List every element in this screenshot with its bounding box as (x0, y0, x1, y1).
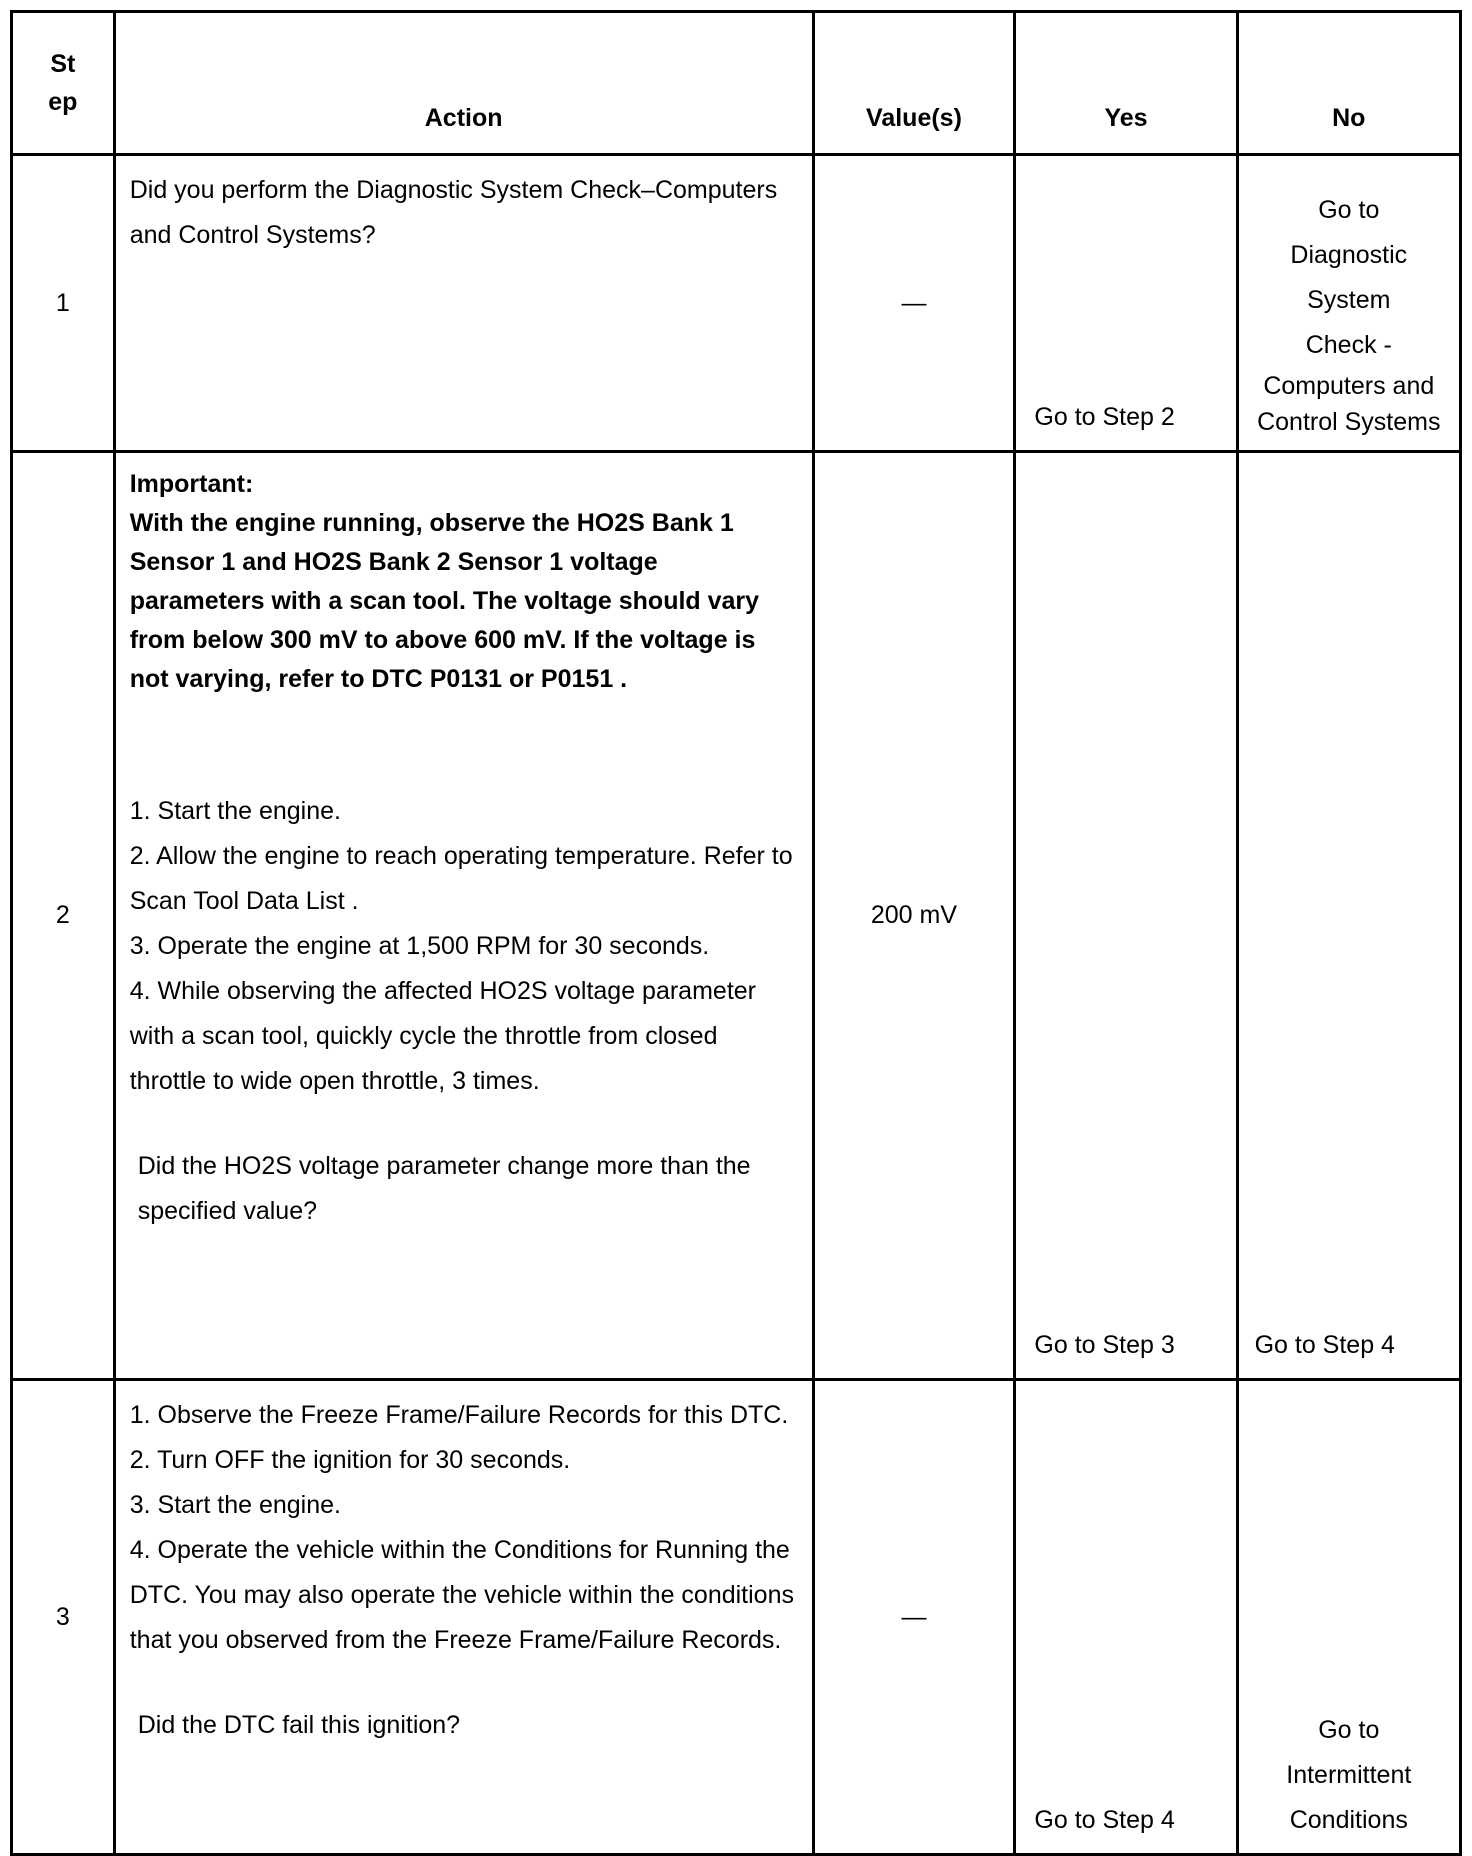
step-number: 3 (12, 1380, 115, 1855)
procedure-step: 2. Allow the engine to reach operating temperature. Refer to Scan Tool Data List . (129, 842, 793, 915)
yes-cell: Go to Step 2 (1015, 155, 1237, 452)
action-cell (114, 155, 813, 452)
table-row (12, 1380, 1461, 1855)
procedure-step: 4. Operate the vehicle within the Conditions for Running the DTC. You may also operate the vehicle within the conditions that you observed from the Freeze Frame/Failure Records. (129, 1536, 794, 1654)
header-action: Action (114, 12, 813, 155)
question-text: Did the DTC fail this ignition? (137, 1711, 461, 1739)
header-step (12, 12, 115, 155)
procedure-list (130, 1393, 796, 1663)
no-line: Check - (1305, 331, 1392, 359)
important-text: With the engine running, observe the HO2S Bank 1 Sensor 1 and HO2S Bank 2 Sensor 1 voltage parameters with a scan tool. The voltage should vary from below 300 mV to above 600 mV. If the voltage is not varying, refer to DTC P0131 or P0151 . (129, 509, 760, 693)
header-yes: Yes (1015, 12, 1237, 155)
action-text: Did you perform the Diagnostic System Check–Computers and Control Systems? (129, 176, 778, 249)
header-no: No (1237, 12, 1460, 155)
diagnostic-table (10, 10, 1462, 1856)
no-line: Conditions (1289, 1806, 1408, 1834)
no-line: Go to (1318, 1716, 1380, 1744)
procedure-step: 3. Operate the engine at 1,500 RPM for 30 seconds. (129, 932, 710, 960)
no-line: Computers and (1263, 372, 1435, 400)
no-line: Intermittent (1286, 1761, 1412, 1789)
step-number: 1 (12, 155, 115, 452)
header-step-line2: ep (48, 88, 78, 116)
step-number: 2 (12, 452, 115, 1380)
important-label: Important: (129, 470, 254, 498)
procedure-step: 2. Turn OFF the ignition for 30 seconds. (129, 1446, 571, 1474)
action-cell (114, 1380, 813, 1855)
value-cell: — (813, 1380, 1015, 1855)
yes-cell: Go to Step 3 (1015, 452, 1237, 1380)
header-row (12, 12, 1461, 155)
procedure-list (130, 789, 796, 1104)
no-cell: Go to Step 4 (1237, 452, 1460, 1380)
no-line: Go to (1318, 196, 1380, 224)
procedure-step: 3. Start the engine. (129, 1491, 341, 1519)
no-line: System (1307, 286, 1391, 314)
table-row (12, 155, 1461, 452)
no-cell (1237, 155, 1460, 452)
header-values: Value(s) (813, 12, 1015, 155)
no-line: Control Systems (1257, 408, 1441, 436)
procedure-step: 1. Start the engine. (129, 797, 341, 825)
procedure-step: 1. Observe the Freeze Frame/Failure Records for this DTC. (129, 1401, 789, 1429)
question-text: Did the HO2S voltage parameter change more than the specified value? (137, 1152, 751, 1225)
value-cell: 200 mV (813, 452, 1015, 1380)
procedure-step: 4. While observing the affected HO2S voltage parameter with a scan tool, quickly cycle the throttle from closed throttle to wide open throttle, 3 times. (129, 977, 756, 1095)
action-cell (114, 452, 813, 1380)
value-cell: — (813, 155, 1015, 452)
yes-cell: Go to Step 4 (1015, 1380, 1237, 1855)
no-cell (1237, 1380, 1460, 1855)
no-line: Diagnostic (1290, 241, 1408, 269)
header-step-line1: St (50, 50, 76, 78)
table-row (12, 452, 1461, 1380)
